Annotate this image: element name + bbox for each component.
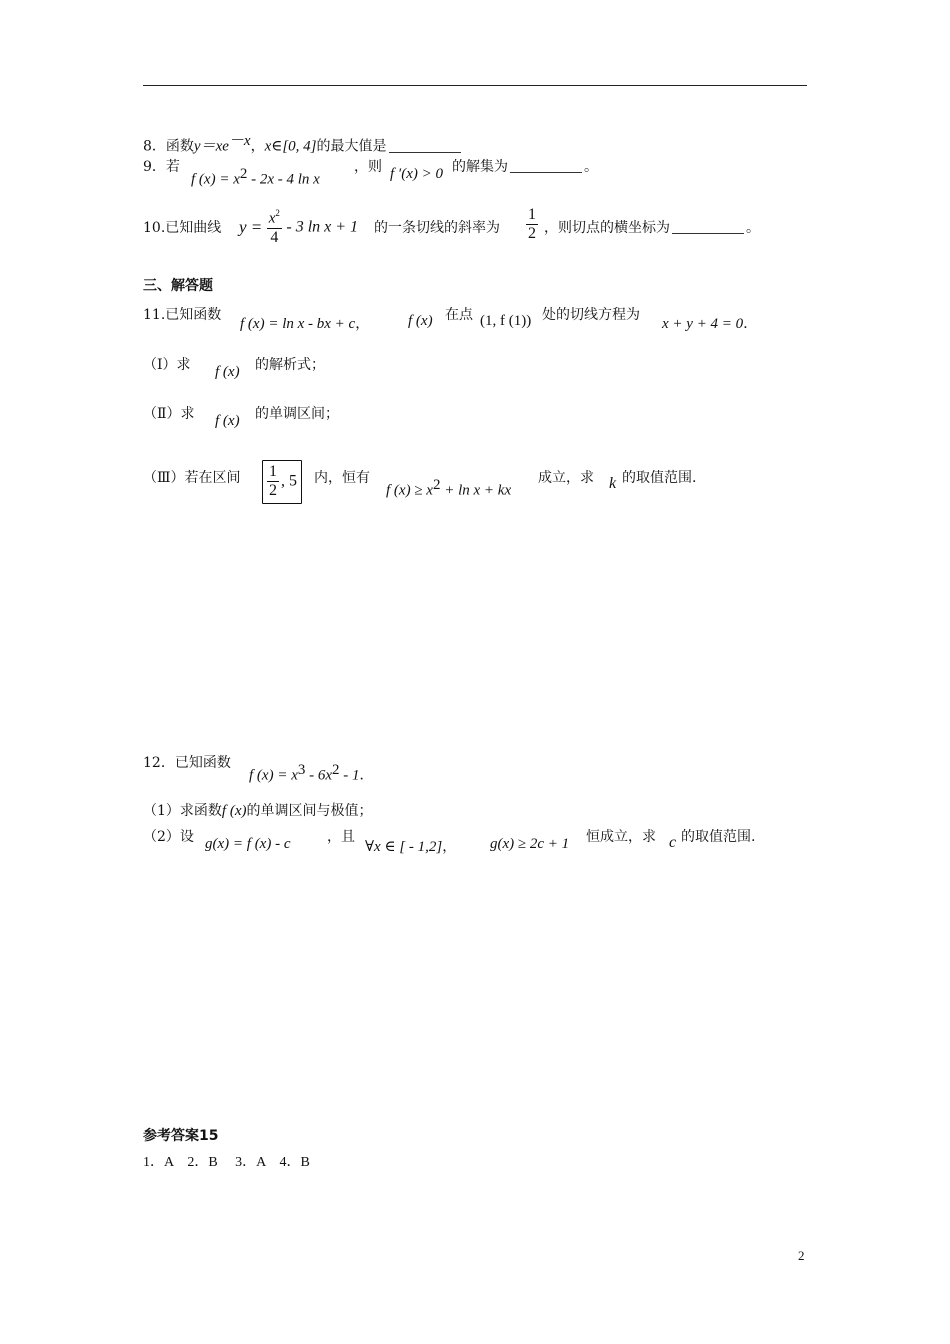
q11-p1-tail-text: 的解析式； <box>255 357 325 373</box>
q12-number: 12．已知函数 <box>143 755 231 771</box>
q12-p1-fx: f (x) <box>221 803 247 819</box>
question-11 <box>143 304 221 324</box>
q12-p2-tail-text: 的取值范围. <box>681 829 756 845</box>
q11-p3-in-text: 内，恒有 <box>314 470 370 486</box>
question-12 <box>143 752 231 772</box>
q8-comma: ， <box>250 138 265 155</box>
q11-p3-fraction <box>267 463 279 501</box>
q11-fx2-text: f (x) <box>408 313 433 329</box>
q11-p2-fx-text: f (x) <box>215 413 240 429</box>
q11-dot: ． <box>743 316 758 332</box>
q9-then <box>354 156 382 176</box>
q11-p2-fx <box>215 413 240 430</box>
q12-p2-inequality <box>490 836 569 853</box>
q11-p3-ineq-rest: + ln x + kx <box>440 482 512 499</box>
q12-function <box>249 762 374 785</box>
q11-p3-k-text: k <box>609 475 617 492</box>
q11-at <box>445 304 473 324</box>
q9-then-text: ，则 <box>354 159 382 175</box>
q10-frac-num: x <box>268 210 276 227</box>
q9-tail-text: 的解集为 <box>452 159 508 175</box>
q9-fx-sup: 2 <box>239 166 248 182</box>
q12-p2-forall-text: ∀x ∈ [ - 1,2] <box>365 839 443 855</box>
q11-p1-fx <box>215 364 240 381</box>
answers-title: 参考答案15 <box>143 1128 219 1144</box>
q11-comma: ， <box>355 316 370 332</box>
q11-part-3 <box>143 467 241 487</box>
q11-tangent <box>542 304 640 324</box>
q10-number: 10.已知曲线 <box>143 220 222 236</box>
q10-slope-den: 2 <box>528 225 536 243</box>
q12-p2-and <box>327 826 355 846</box>
q11-p3-sup: 2 <box>432 477 441 493</box>
q11-p1-fx-text: f (x) <box>215 364 240 380</box>
q11-p2-tail-text: 的单调区间； <box>255 406 339 422</box>
q10-slope <box>526 206 538 244</box>
q8-tail: 的最大值是 <box>316 138 387 155</box>
q9-end: 。 <box>584 159 598 175</box>
q11-p3-label: （Ⅲ）若在区间 <box>143 470 241 486</box>
q11-part-2 <box>143 403 195 423</box>
q11-p3-k <box>609 475 616 493</box>
q11-equation <box>662 313 757 333</box>
q12-rest: - 1 <box>339 767 360 784</box>
q11-point <box>480 313 531 330</box>
q9-fx: f (x) = x <box>191 171 240 188</box>
q11-p2-tail <box>255 403 339 423</box>
q11-point-text: (1, f (1)) <box>480 313 532 329</box>
q11-function <box>240 313 369 333</box>
q11-fx: f (x) = ln x - bx + c <box>240 316 356 332</box>
q11-p3-hold <box>538 467 594 487</box>
q11-p3-five: , 5 <box>281 472 297 490</box>
q12-p2-tail <box>681 826 755 846</box>
question-10 <box>143 217 221 237</box>
q12-mid: - 6x <box>305 767 333 784</box>
q9-fx-rest: - 2x - 4 ln x <box>247 171 320 188</box>
question-9 <box>143 156 180 176</box>
q10-frac-sup: 2 <box>275 208 280 218</box>
q8-expression: y＝xe <box>193 138 229 155</box>
q12-p2-hold <box>586 826 656 846</box>
q11-p1-label: （Ⅰ）求 <box>143 357 191 373</box>
q12-p2-and-text: ，且 <box>327 829 355 845</box>
q9-function <box>191 166 320 189</box>
q11-p3-ineq: f (x) ≥ x <box>386 482 433 499</box>
q12-part-2 <box>143 826 194 846</box>
q10-mid: 的一条切线的斜率为 <box>374 220 500 236</box>
q11-p3-hold-text: 成立，求 <box>538 470 594 486</box>
q12-p2-comma: ， <box>442 839 457 855</box>
q10-slope-text <box>374 217 500 237</box>
q10-curve <box>239 208 358 247</box>
q12-p2-c <box>669 834 676 852</box>
q8-answer-blank <box>389 152 461 153</box>
q10-slope-fraction <box>526 206 538 244</box>
q12-sup3: 3 <box>297 762 306 778</box>
q10-tail <box>544 217 760 237</box>
q10-tail-text: ，则切点的横坐标为 <box>544 220 670 236</box>
q11-p3-frac-den: 2 <box>269 482 277 500</box>
q11-p1-tail <box>255 354 325 374</box>
q11-p2-label: （Ⅱ）求 <box>143 406 195 422</box>
q11-p3-tail <box>622 467 696 487</box>
q10-frac-den: 4 <box>270 228 279 246</box>
section-title: 三、解答题 <box>143 278 213 294</box>
q10-y: y = <box>239 217 263 237</box>
q11-p3-inequality <box>386 477 511 500</box>
q12-sup2: 2 <box>332 762 340 778</box>
q11-part-1 <box>143 354 191 374</box>
q11-p3-bracket <box>262 460 302 504</box>
q12-p2-label: （2）设 <box>143 829 194 845</box>
q12-p2-c-text: c <box>669 834 677 851</box>
q10-end: 。 <box>746 220 760 236</box>
q8-number: 8．函数 <box>143 138 194 155</box>
q12-p1-label: （1）求函数 <box>143 803 222 819</box>
header-rule <box>143 85 807 86</box>
q9-tail <box>452 156 598 176</box>
q11-equation-text: x + y + 4 = 0 <box>662 316 744 332</box>
q9-number: 9．若 <box>143 159 180 175</box>
q11-at-text: 在点 <box>445 307 473 323</box>
q9-answer-blank <box>510 172 582 173</box>
q12-p2-forall <box>365 836 456 856</box>
q12-p2-ineq-text: g(x) ≥ 2c + 1 <box>490 836 570 852</box>
q10-fraction <box>267 208 282 247</box>
q11-tangent-text: 处的切线方程为 <box>542 307 640 323</box>
q12-p2-g <box>205 836 291 853</box>
q12-part-1 <box>143 800 373 820</box>
answers-line: 1．A 2．B 3．A 4．B <box>143 1155 310 1170</box>
q11-p3-tail-text: 的取值范围. <box>622 470 697 486</box>
question-8 <box>143 129 463 156</box>
q8-domain: x∈[0, 4] <box>264 138 317 155</box>
q9-condition-text: f ′(x) > 0 <box>390 166 443 182</box>
q12-p2-g-text: g(x) = f (x) - c <box>205 836 291 852</box>
q9-condition <box>390 166 443 183</box>
q11-p3-interval <box>262 460 302 504</box>
q10-answer-blank <box>672 233 744 234</box>
q12-p2-hold-text: 恒成立，求 <box>586 829 656 845</box>
q11-p3-in <box>314 467 370 487</box>
q12-dot: ． <box>359 767 374 784</box>
q11-p3-frac-num: 1 <box>267 463 279 482</box>
q10-slope-num: 1 <box>526 206 538 225</box>
q11-fx2 <box>408 313 433 330</box>
q11-number: 11.已知函数 <box>143 307 222 323</box>
q10-rest: - 3 ln x + 1 <box>286 218 359 236</box>
q8-exponent: －x <box>228 133 251 149</box>
page-number: 2 <box>798 1248 805 1263</box>
q12-fx: f (x) = x <box>249 767 298 784</box>
q12-p1-tail: 的单调区间与极值； <box>246 803 373 819</box>
